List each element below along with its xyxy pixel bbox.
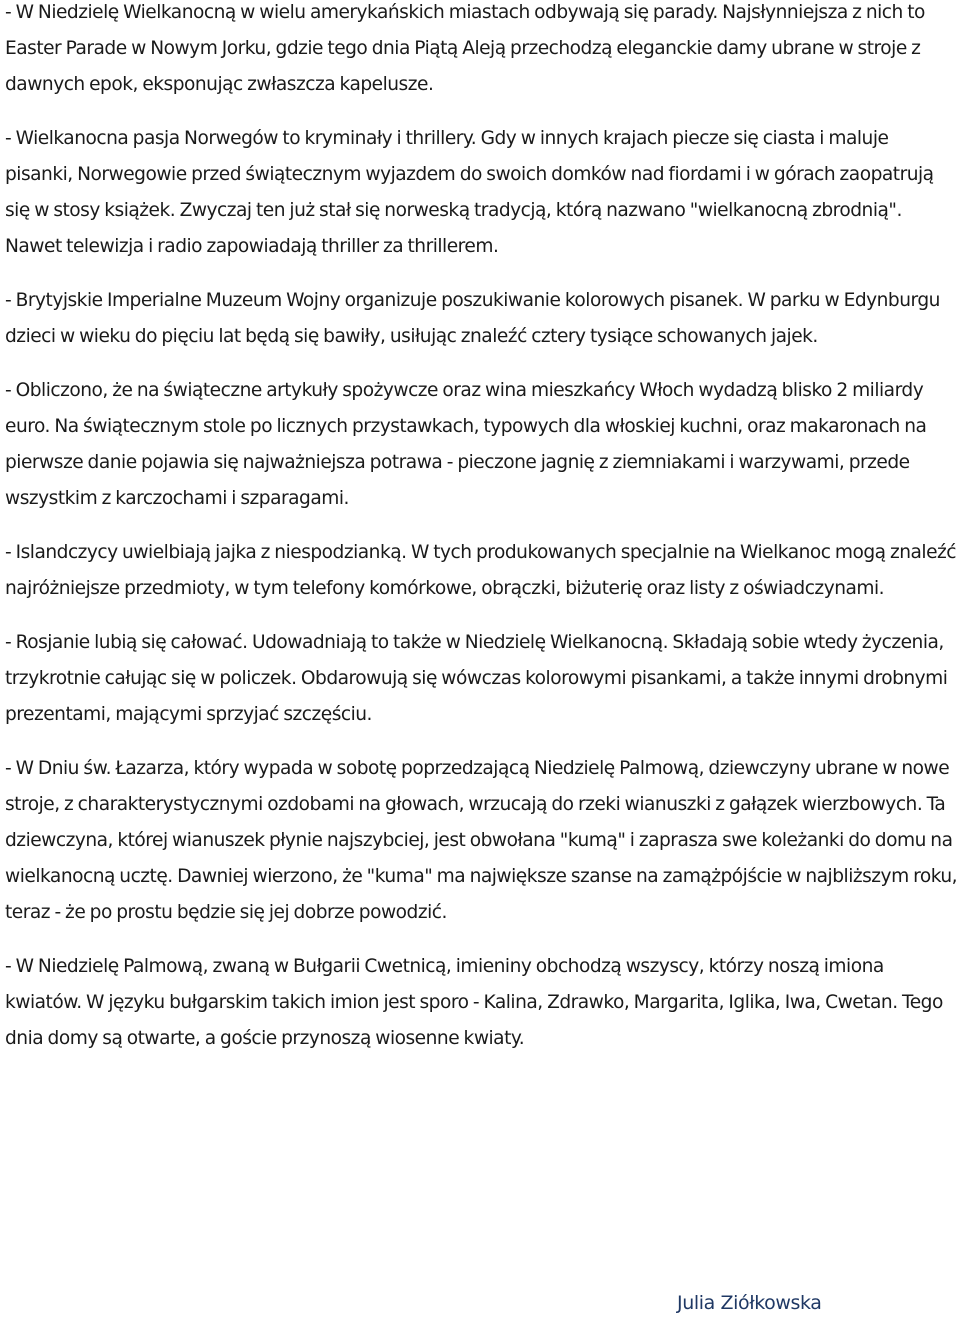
paragraph-lazarus-day: - W Dniu św. Łazarza, który wypada w sobotę poprzedzającą Niedzielę Palmową, dziewczyny ubrane w nowe stroje, z charakterystycznymi ozdobami na głowach, wrzucają do rzeki wianuszki z gałązek wierzbowych. Ta dziewczyna, której wianuszek płynie najszybciej, jest obwołana "kumą" i zaprasza swe koleżanki do domu na wielkanocną ucztę. Dawniej wierzono, że "kuma" ma największe szanse na zamążpójście w najbliższym roku, teraz - że po prostu będzie się jej dobrze powodzić. [5, 758, 958, 923]
paragraph-russia-kisses: - Rosjanie lubią się całować. Udowadniają to także w Niedzielę Wielkanocną. Składają sobie wtedy życzenia, trzykrotnie całując się w policzek. Obdarowują się wówczas kolorowymi pisankami, a także innymi drobnymi prezentami, mającymi sprzyjać szczęściu. [5, 632, 948, 725]
document-body [5, 0, 960, 1075]
paragraph-easter-parade: - W Niedzielę Wielkanocną w wielu amerykańskich miastach odbywają się parady. Najsłynniejsza z nich to Easter Parade w Nowym Jorku, gdzie tego dnia Piątą Aleją przechodzą eleganckie damy ubrane w stroje z dawnych epok, eksponując zwłaszcza kapelusze. [5, 2, 925, 95]
author-signature: Julia Ziółkowska [677, 1292, 822, 1314]
paragraph-norway-crime: - Wielkanocna pasja Norwegów to kryminały i thrillery. Gdy w innych krajach piecze się ciasta i maluje pisanki, Norwegowie przed świątecznym wyjazdem do swoich domków nad fiordami i w górach zaopatrują się w stosy książek. Zwyczaj ten już stał się norweską tradycją, którą nazwano "wielkanocną zbrodnią". Nawet telewizja i radio zapowiadają thriller za thrillerem. [5, 128, 934, 257]
paragraph-italy-food: - Obliczono, że na świąteczne artykuły spożywcze oraz wina mieszkańcy Włoch wydadzą blisko 2 miliardy euro. Na świątecznym stole po licznych przystawkach, typowych dla włoskiej kuchni, oraz makaronach na pierwsze danie pojawia się najważniejsza potrawa - pieczone jagnię z ziemniakami i warzywami, przede wszystkim z karczochami i szparagami. [5, 380, 927, 509]
paragraph-britain-egg-hunt: - Brytyjskie Imperialne Muzeum Wojny organizuje poszukiwanie kolorowych pisanek. W parku w Edynburgu dzieci w wieku do pięciu lat będą się bawiły, usiłując znaleźć cztery tysiące schowanych jajek. [5, 290, 940, 347]
paragraph-iceland-eggs: - Islandczycy uwielbiają jajka z niespodzianką. W tych produkowanych specjalnie na Wielkanoc mogą znaleźć najróżniejsze przedmioty, w tym telefony komórkowe, obrączki, biżuterię oraz listy z oświadczynami. [5, 542, 957, 599]
paragraph-bulgaria-palm-sunday: - W Niedzielę Palmową, zwaną w Bułgarii Cwetnicą, imieniny obchodzą wszyscy, którzy noszą imiona kwiatów. W języku bułgarskim takich imion jest sporo - Kalina, Zdrawko, Margarita, Iglika, Iwa, Cwetan. Tego dnia domy są otwarte, a goście przynoszą wiosenne kwiaty. [5, 956, 943, 1049]
